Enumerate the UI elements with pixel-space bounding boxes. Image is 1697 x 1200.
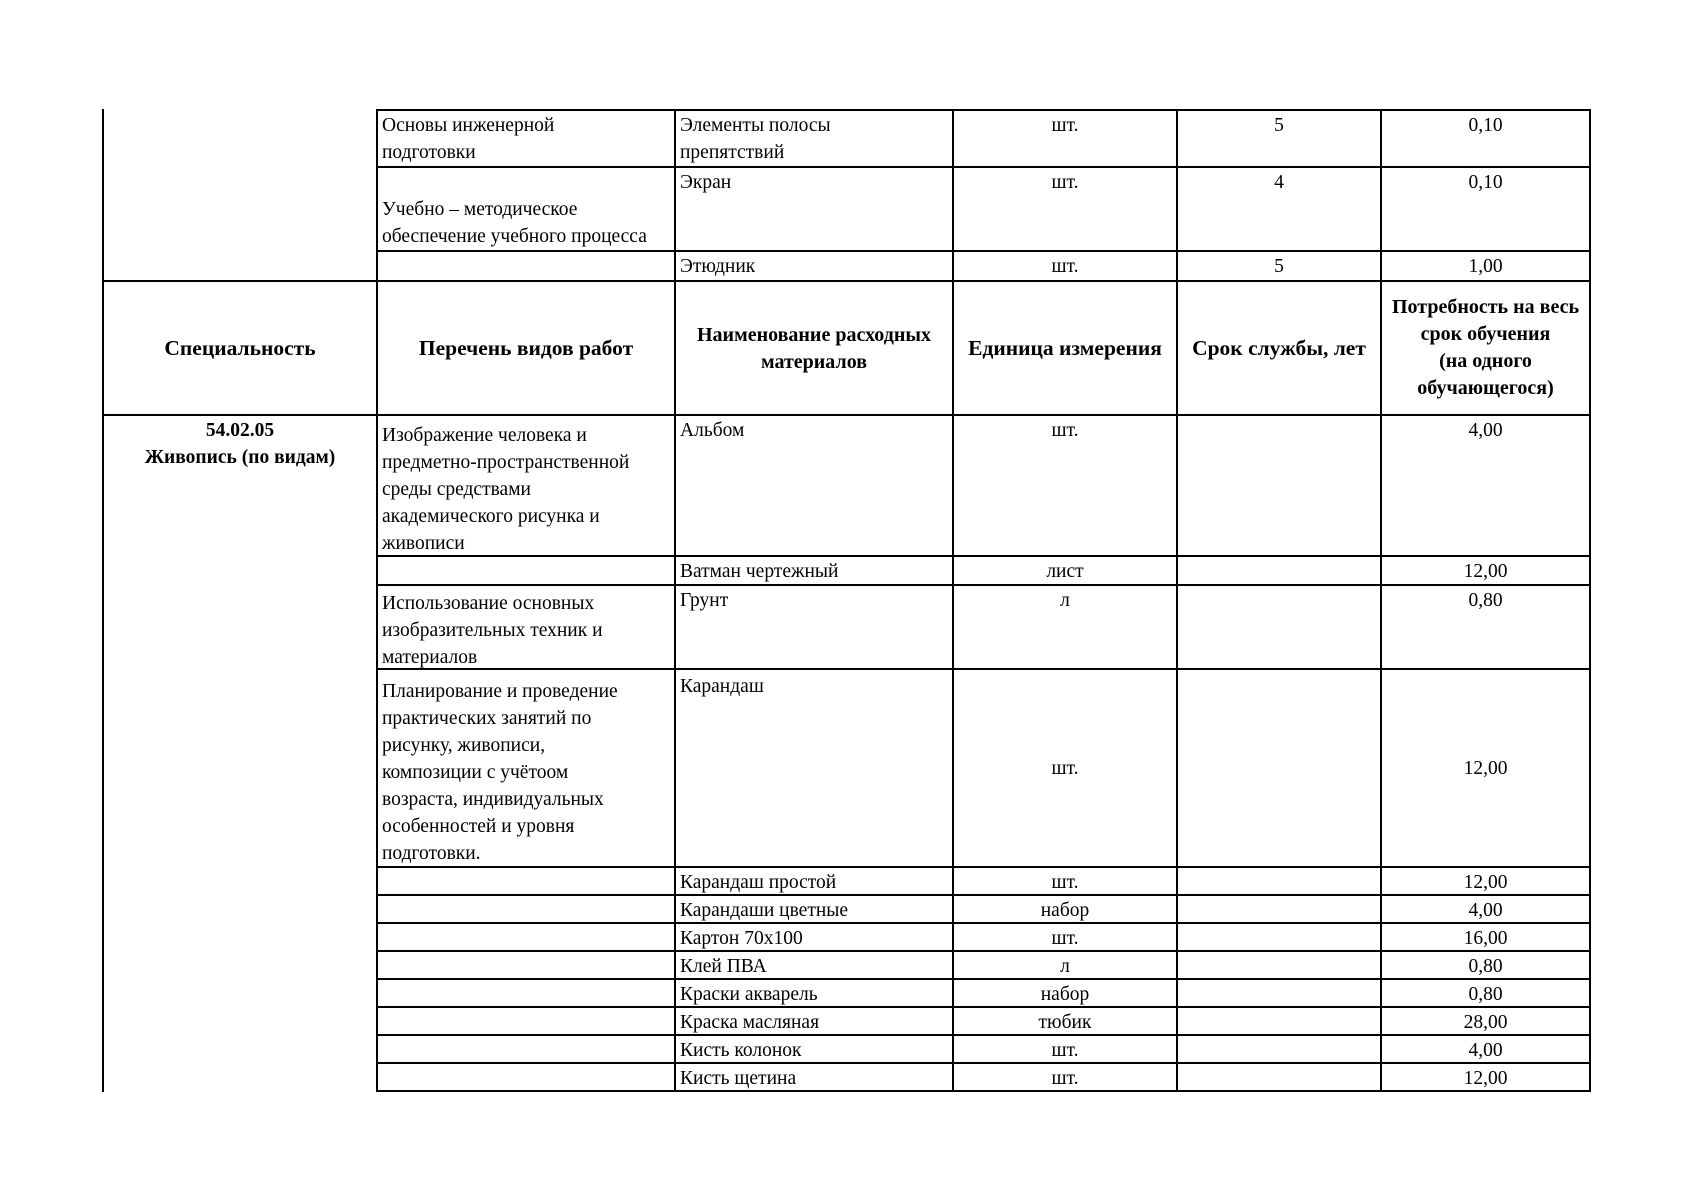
unit-cell: шт. <box>1051 872 1079 893</box>
need-cell: 4,00 <box>1468 900 1503 921</box>
unit-cell: л <box>1060 590 1070 611</box>
work-type-cell: Планирование и проведение практических занятий по рисунку, живописи, композиции с учётоом возраста, индивидуальных особенностей и уровня подготовки. <box>382 681 618 864</box>
material-cell: Картон 70х100 <box>680 928 803 949</box>
table-border <box>376 1090 1591 1092</box>
unit-cell: шт. <box>1051 420 1079 441</box>
service-life-cell <box>1178 980 1380 1006</box>
need-cell: 4,00 <box>1468 1040 1503 1061</box>
service-life-cell <box>1178 896 1380 922</box>
work-type-cell <box>378 252 674 280</box>
need-cell: 12,00 <box>1463 872 1508 893</box>
material-cell: Краска масляная <box>680 1012 820 1033</box>
material-cell: Клей ПВА <box>680 956 767 977</box>
service-life-cell <box>1178 416 1380 555</box>
unit-cell: шт. <box>1051 1040 1079 1061</box>
unit-cell: набор <box>1040 984 1090 1005</box>
specialty-cell: 54.02.05 Живопись (по видам) <box>144 420 336 468</box>
need-cell: 0,80 <box>1468 590 1503 611</box>
service-life-cell <box>1178 586 1380 668</box>
need-cell: 12,00 <box>1463 1068 1508 1089</box>
material-cell: Карандаши цветные <box>680 900 849 921</box>
service-life-cell <box>1178 1008 1380 1034</box>
material-cell: Кисть колонок <box>680 1040 802 1061</box>
need-cell: 0,10 <box>1468 172 1503 193</box>
service-life-cell <box>1178 868 1380 894</box>
need-cell: 12,00 <box>1463 561 1508 582</box>
need-cell: 1,00 <box>1468 256 1503 277</box>
material-cell: Карандаш простой <box>680 872 837 893</box>
unit-cell: набор <box>1040 900 1090 921</box>
service-life-cell <box>1178 1064 1380 1090</box>
service-life-cell <box>1178 924 1380 950</box>
need-cell: 12,00 <box>1463 758 1508 779</box>
material-cell: Ватман чертежный <box>680 561 839 582</box>
unit-cell: шт. <box>1051 758 1079 779</box>
service-life-cell: 5 <box>1274 256 1284 277</box>
service-life-cell: 5 <box>1274 115 1284 136</box>
unit-cell: шт. <box>1051 115 1079 136</box>
material-cell: Экран <box>680 172 732 193</box>
header-unit: Единица измерения <box>968 335 1162 360</box>
need-cell: 4,00 <box>1468 420 1503 441</box>
unit-cell: шт. <box>1051 928 1079 949</box>
unit-cell: л <box>1060 956 1070 977</box>
service-life-cell <box>1178 952 1380 978</box>
header-need: Потребность на весь срок обучения (на одного обучающегося) <box>1391 296 1580 399</box>
work-type-cell: Учебно – методическое обеспечение учебного процесса <box>382 199 647 247</box>
header-works: Перечень видов работ <box>418 336 634 360</box>
work-type-cell: Основы инженерной подготовки <box>382 115 555 163</box>
service-life-cell: 4 <box>1274 172 1284 193</box>
unit-cell: тюбик <box>1038 1012 1092 1033</box>
material-cell: Краски акварель <box>680 984 818 1005</box>
unit-cell: лист <box>1046 561 1084 582</box>
work-type-cell <box>378 557 674 584</box>
need-cell: 0,80 <box>1468 956 1503 977</box>
material-cell: Альбом <box>680 420 745 441</box>
need-cell: 28,00 <box>1463 1012 1508 1033</box>
need-cell: 16,00 <box>1463 928 1508 949</box>
table-border <box>1589 109 1591 1092</box>
work-type-cell: Использование основных изобразительных техник и материалов <box>382 593 603 668</box>
material-cell: Кисть щетина <box>680 1068 797 1089</box>
unit-cell: шт. <box>1051 1068 1079 1089</box>
header-specialty: Специальность <box>164 336 316 360</box>
unit-cell: шт. <box>1051 256 1079 277</box>
material-cell: Карандаш <box>680 676 764 697</box>
need-cell: 0,10 <box>1468 115 1503 136</box>
material-cell: Элементы полосы препятствий <box>680 115 831 163</box>
header-material: Наименование расходных материалов <box>697 323 931 373</box>
service-life-cell <box>1178 557 1380 584</box>
service-life-cell <box>1178 1036 1380 1062</box>
material-cell: Грунт <box>680 590 729 611</box>
table-border <box>102 109 104 1092</box>
unit-cell: шт. <box>1051 172 1079 193</box>
service-life-cell <box>1178 670 1380 866</box>
header-service-life: Срок службы, лет <box>1192 335 1366 360</box>
work-type-cell: Изображение человека и предметно-пространственной среды средствами академического рисунка и живописи <box>382 425 630 554</box>
material-cell: Этюдник <box>680 256 756 277</box>
need-cell: 0,80 <box>1468 984 1503 1005</box>
